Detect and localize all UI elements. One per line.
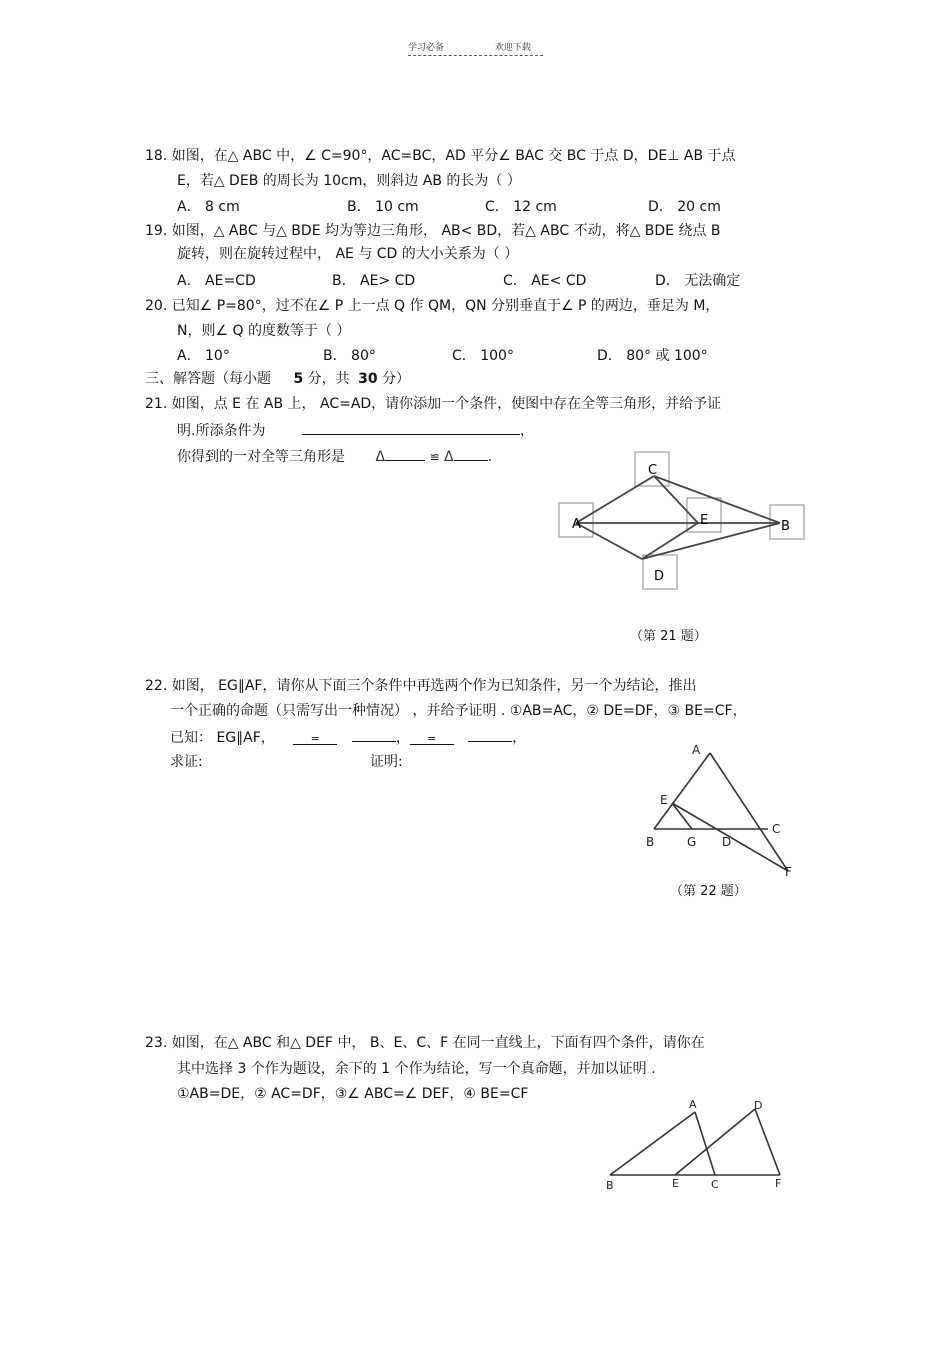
q20-line1: 20. 已知∠ P=80°，过不在∠ P 上一点 Q 作 QM，QN 分别垂直于∠ P 的两边，垂足为 M， (145, 298, 720, 314)
q20-option-b: B． 80° (323, 348, 376, 364)
q19-option-a: A． AE=CD (177, 273, 256, 289)
q22-segment-eg (672, 803, 692, 829)
q21-line2-text: 明.所添条件为 (177, 423, 266, 439)
q23-label-a: A (689, 1098, 697, 1111)
q22-label-a: A (692, 743, 701, 757)
q20-option-c: C． 100° (452, 348, 514, 364)
q22-label-e: E (660, 793, 668, 807)
q21-line1: 21. 如图，点 E 在 AB 上， AC=AD，请你添加一个条件，使图中存在全等三角形，并给予证 (145, 396, 722, 412)
q23-label-c: C (711, 1178, 719, 1191)
q23-line2: 其中选择 3 个作为题设，余下的 1 个作为结论，写一个真命题，并加以证明 . (177, 1061, 656, 1077)
q21-label-a: A (572, 517, 581, 532)
q18-option-c: C． 12 cm (485, 199, 557, 215)
section-prefix: 三、解答题（每小题 (145, 371, 271, 387)
q23-label-b: B (606, 1179, 614, 1192)
q21-line2-end: ， (519, 423, 534, 439)
q21-condition-blank[interactable] (302, 420, 520, 435)
q23-label-e: E (672, 1177, 679, 1190)
q20-option-a: A． 10° (177, 348, 230, 364)
q22-caption: （第 22 题） (670, 884, 747, 899)
q20-line2: N，则∠ Q 的度数等于（ ） (177, 323, 351, 339)
q21-segment-ad (576, 523, 642, 559)
q21-congruent-symbol: ≌ (429, 450, 440, 464)
q23-label-f: F (775, 1177, 782, 1190)
header-right: 欢迎下载 (494, 43, 531, 53)
q18-option-d: D． 20 cm (648, 199, 721, 215)
q21-caption: （第 21 题） (630, 629, 707, 644)
header-left: 学习必备 (408, 43, 445, 53)
q21-label-c: C (648, 463, 658, 478)
q21-triangle-blank-2[interactable] (454, 446, 488, 461)
q18-line2: E，若△ DEB 的周长为 10cm，则斜边 AB 的长为（ ） (177, 173, 521, 189)
q22-proof: 证明: (370, 754, 403, 770)
q21-triangle-symbol-1: Δ (375, 449, 386, 465)
q22-eq2-blank[interactable] (410, 730, 454, 745)
section-score: 5 (293, 371, 304, 387)
q22-label-g: G (687, 835, 697, 849)
q21-label-b: B (781, 519, 790, 534)
q22-line1: 22. 如图， EG∥AF，请你从下面三个条件中再选两个作为已知条件，另一个为结论，推出 (145, 678, 697, 694)
q22-eq1-right-blank[interactable] (352, 727, 396, 742)
q23-segment-df (755, 1109, 780, 1175)
section-mid: 分，共 (307, 371, 350, 387)
q23-line1: 23. 如图，在△ ABC 和△ DEF 中， B、E、C、F 在同一直线上，下面有四个条件，请你在 (145, 1035, 705, 1051)
page-header (408, 40, 579, 53)
q21-segment-ac (576, 476, 654, 523)
q22-eq1-blank[interactable] (293, 730, 337, 745)
q22-label-d: D (722, 835, 732, 849)
q22-line2: 一个正确的命题（只需写出一种情况） ，并给予证明 . ①AB=AC，② DE=DF，③ BE=CF， (170, 703, 747, 719)
q21-segment-cb (654, 476, 780, 523)
q22-eq1-sign: = (310, 732, 320, 745)
q19-option-c: C． AE< CD (503, 273, 587, 289)
q21-line3 (177, 446, 492, 466)
q22-known-text: 已知： EG∥AF， (170, 730, 275, 746)
q22-label-c: C (772, 822, 781, 836)
q22-label-b: B (646, 835, 655, 849)
q23-segment-ba (610, 1112, 695, 1175)
q18-option-b: B． 10 cm (347, 199, 419, 215)
q22-prove: 求证: (170, 754, 203, 770)
section-total: 30 (358, 371, 378, 387)
q22-eq2-right-blank[interactable] (468, 727, 512, 742)
q21-segment-ce (654, 476, 698, 523)
q21-line3-text: 你得到的一对全等三角形是 (177, 449, 345, 465)
q19-line1: 19. 如图，△ ABC 与△ BDE 均为等边三角形， AB< BD，若△ ABC 不动，将△ BDE 绕点 B (145, 223, 721, 239)
section-heading (145, 370, 410, 388)
q23-figure (600, 1095, 795, 1195)
q21-segment-de (642, 523, 698, 559)
q19-option-d: D． 无法确定 (655, 273, 741, 289)
q23-line3: ①AB=DE，② AC=DF，③∠ ABC=∠ DEF，④ BE=CF (177, 1086, 529, 1102)
q21-triangle-blank-1[interactable] (385, 446, 425, 461)
q21-figure (555, 448, 810, 593)
q22-eq2-sign: = (427, 732, 437, 745)
q19-option-b: B． AE> CD (332, 273, 416, 289)
q22-comma1: ， (395, 730, 410, 746)
section-suffix: 分） (382, 371, 411, 387)
q20-option-d: D． 80° 或 100° (597, 348, 708, 364)
q21-triangle-symbol-2: Δ (444, 449, 454, 465)
q21-line2 (177, 420, 534, 440)
q19-line2: 旋转，则在旋转过程中， AE 与 CD 的大小关系为（ ） (177, 246, 519, 262)
q21-label-d: D (654, 569, 665, 584)
q22-segment-ab (654, 753, 710, 829)
header-divider (408, 55, 543, 56)
q21-segment-db (642, 523, 780, 559)
q21-line3-end: . (487, 449, 493, 465)
q22-known-line (170, 727, 526, 747)
q18-option-a: A． 8 cm (177, 199, 240, 215)
q21-label-e: E (700, 513, 709, 528)
q22-figure (640, 738, 800, 880)
q18-line1: 18. 如图，在△ ABC 中，∠ C=90°，AC=BC，AD 平分∠ BAC 交 BC 于点 D，DE⊥ AB 于点 (145, 148, 736, 164)
q22-segment-af (710, 753, 788, 871)
q22-comma2: ， (512, 730, 527, 746)
q23-label-d: D (754, 1099, 763, 1112)
q22-label-f: F (785, 865, 792, 879)
